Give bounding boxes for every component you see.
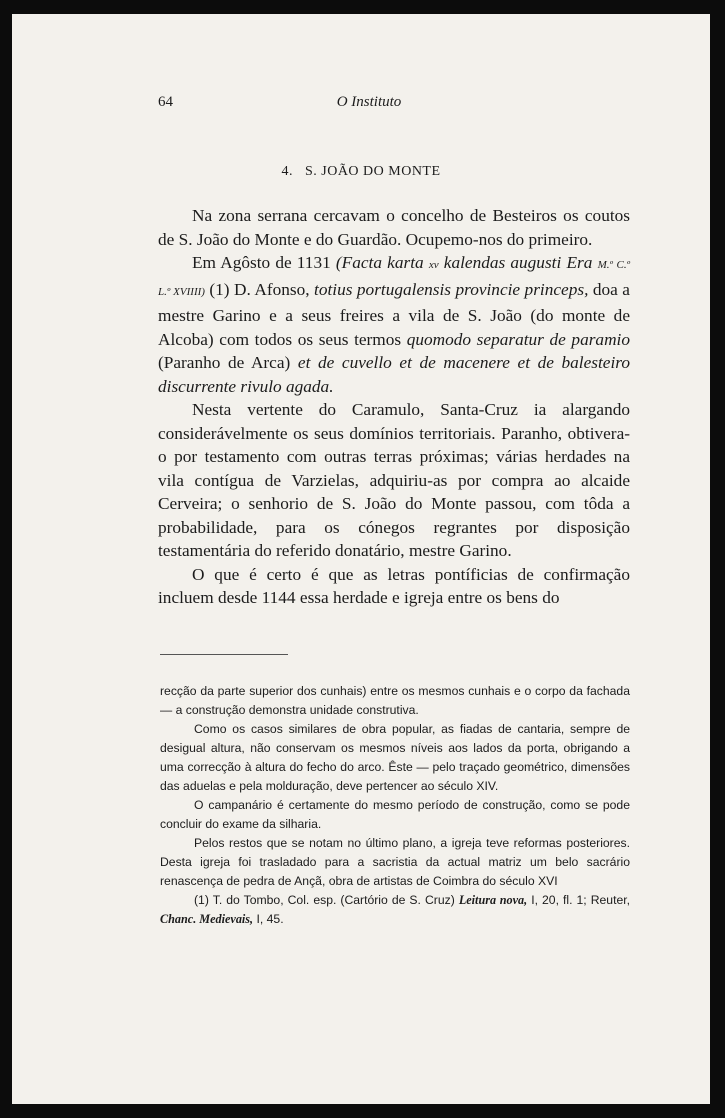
citation-italic: Leitura nova, [458,893,528,907]
latin-phrase: totius portugalensis provincie princeps, [314,279,589,299]
note-paragraph: Como os casos similares de obra popular, as fiadas de cantaria, sempre de desigual altura, não conservam os mesmos níveis aos lados da porta, obrigando a uma correcção à altura do fecho do arco. Êste — pelo traçado geométrico, dimensões das aduelas e pela molduração, deve pertencer ao século XIV. [160,722,630,793]
section-title: S. JOÃO DO MONTE [304,164,441,179]
section-number: 4. [281,164,293,179]
page-header [158,94,580,116]
text-span: I, 45. [256,912,284,926]
paragraph [158,251,630,398]
citation-italic: Chanc. Medievais, [160,912,254,926]
body-text [158,204,630,610]
note-paragraph: Pelos restos que se notam no último plano, a igreja teve reformas posteriores. Desta igreja foi trasladado para a sacristia da actual matriz um belo sacrário renascença de pedra de Ançã, obra de artistas de Coimbra do século XVI [160,836,630,888]
note-paragraph: recção da parte superior dos cunhais) entre os mesmos cunhais e o corpo da fachada — a construção demonstra unidade construtiva. [160,684,630,717]
section-heading [12,164,710,180]
paragraph: O que é certo é que as letras pontíficias de confirmação incluem desde 1144 essa herdade e igreja entre os bens do [158,564,630,607]
note-paragraph: O campanário é certamente do mesmo período de construção, como se pode concluir do exame da silharia. [160,798,630,831]
citation-italic: (Facta karta [335,253,424,272]
footnotes [160,682,630,929]
citation-roman-numeral: M.º C.º L.º XVIIII) [158,259,630,298]
footnote-reference: (1) [209,279,230,299]
paragraph: Nesta vertente do Caramulo, Santa-Cruz ia alargando considerávelmente os seus domínios territoriais. Paranho, obtivera-o por testamento com outras terras próximas; várias herdades na vila contígua de Varzielas, adquiriu-as por compra ao alcaide Cerveira; o senhorio de S. João do Monte passou, com tôda a probabilidade, para os cónegos regrantes por disposição testamentária do referido donatário, mestre Garino. [158,400,630,560]
footnote-marker: (1) [194,893,209,907]
footnote [160,891,630,929]
text-span: Em Agôsto de 1131 [192,253,331,272]
text-span: doa a mestre Garino e a seus freires a vila de S. João (do monte de Alcoba) com todos os seus termos [158,279,630,349]
paragraph: Na zona serrana cercavam o concelho de Besteiros os coutos de S. João do Monte e do Guardão. Ocupemo-nos do primeiro. [158,206,630,249]
text-span: I, 20, fl. 1; Reuter, [531,893,631,907]
book-page [12,14,710,1104]
text-span: T. do Tombo, Col. esp. (Cartório de S. Cruz) [212,893,455,907]
footnote-separator [160,654,288,655]
text-span: (Paranho de Arca) [158,353,291,372]
citation-italic: kalendas augusti Era [443,253,593,272]
citation-roman-numeral: xv [428,259,439,271]
latin-phrase: et de cuvello et de macenere et de balesteiro discurrente rivulo agada. [158,353,630,396]
running-title: O Instituto [336,94,402,110]
text-span: D. Afonso, [234,279,310,299]
page-number: 64 [158,94,173,110]
latin-phrase: quomodo separatur de paramio [406,329,630,349]
